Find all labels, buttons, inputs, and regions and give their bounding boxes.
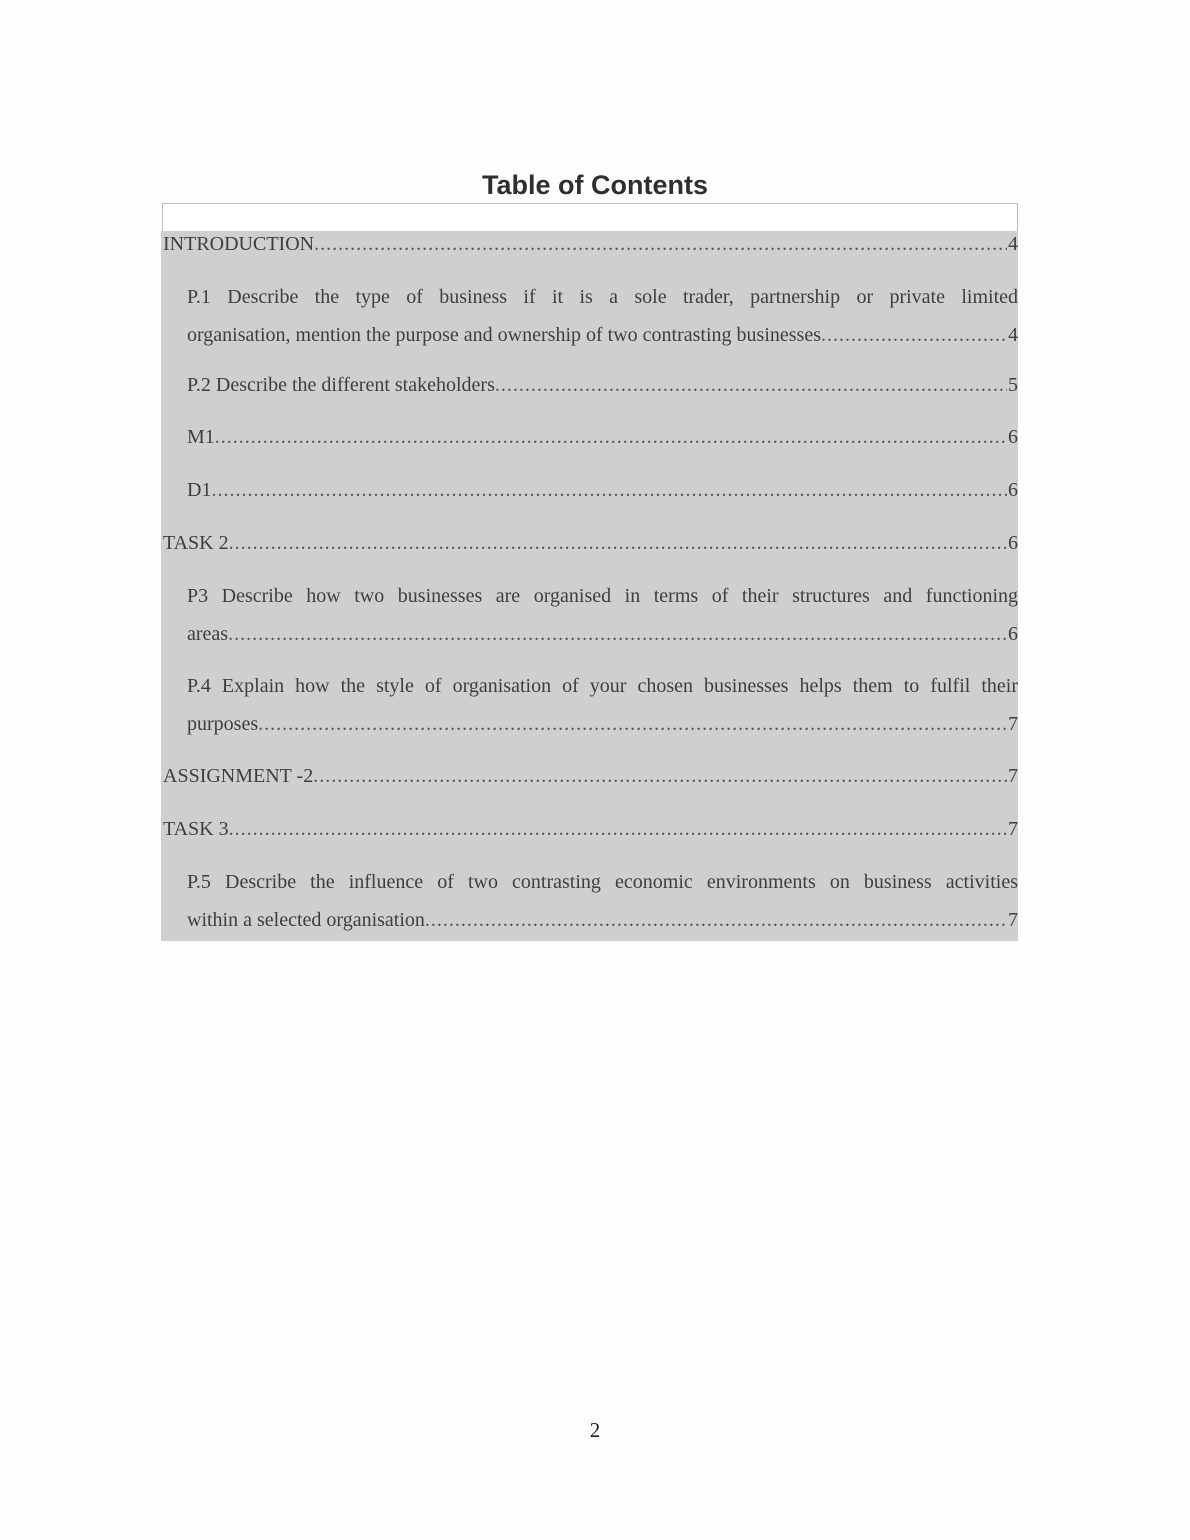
toc-entry-text: INTRODUCTION bbox=[163, 233, 315, 255]
dot-leader bbox=[313, 757, 1007, 795]
page-number: 2 bbox=[589, 1418, 601, 1442]
toc-entry-text: ASSIGNMENT -2 bbox=[163, 765, 314, 787]
dot-leader bbox=[314, 225, 1007, 263]
toc-entry-d1[interactable] bbox=[187, 471, 1018, 509]
toc-entry-text: M1 bbox=[187, 426, 215, 448]
toc-entry-p5[interactable] bbox=[187, 863, 1018, 939]
toc-entry-text: purposes bbox=[187, 713, 259, 735]
toc-entry-m1[interactable] bbox=[187, 418, 1018, 456]
toc-entry-text: areas bbox=[187, 623, 229, 645]
toc-entry-text: TASK 3 bbox=[163, 818, 229, 840]
toc-entry-page: 6 bbox=[1008, 532, 1018, 554]
toc-entry-text: P.1 Describe the type of business if it is a sole trader, partnership or private limited bbox=[187, 286, 1018, 308]
dot-leader bbox=[821, 316, 1007, 354]
toc-entry-page: 6 bbox=[1008, 623, 1018, 645]
toc-entry-task-3[interactable] bbox=[163, 810, 1018, 848]
toc-entry-p3[interactable] bbox=[187, 577, 1018, 653]
toc-entry-p1[interactable] bbox=[187, 278, 1018, 354]
toc-entry-page: 7 bbox=[1008, 909, 1018, 931]
toc-entry-page: 4 bbox=[1008, 324, 1018, 346]
toc-entry-page: 5 bbox=[1008, 374, 1018, 396]
toc-entry-text: P.4 Explain how the style of organisation of your chosen businesses helps them to fulfil their bbox=[187, 675, 1018, 697]
toc-entry-page: 6 bbox=[1008, 479, 1018, 501]
dot-leader bbox=[258, 705, 1007, 743]
toc-entry-p2[interactable] bbox=[187, 366, 1018, 404]
toc-entry-text: TASK 2 bbox=[163, 532, 229, 554]
toc-entry-text: P3 Describe how two businesses are organised in terms of their structures and functioning bbox=[187, 585, 1018, 607]
toc-title: Table of Contents bbox=[482, 170, 708, 200]
toc-entry-page: 7 bbox=[1008, 818, 1018, 840]
dot-leader bbox=[229, 524, 1007, 562]
toc-entry-page: 7 bbox=[1008, 713, 1018, 735]
toc-entry-text: P.5 Describe the influence of two contrasting economic environments on business activities bbox=[187, 871, 1018, 893]
toc-body bbox=[161, 231, 1018, 941]
toc-entry-text: organisation, mention the purpose and ownership of two contrasting businesses bbox=[187, 324, 821, 346]
dot-leader bbox=[229, 810, 1007, 848]
dot-leader bbox=[495, 366, 1007, 404]
toc-entry-text: D1 bbox=[187, 479, 212, 501]
dot-leader bbox=[215, 418, 1007, 456]
toc-entry-task-2[interactable] bbox=[163, 524, 1018, 562]
toc-entry-page: 7 bbox=[1008, 765, 1018, 787]
toc-entry-page: 6 bbox=[1008, 426, 1018, 448]
toc-entry-page: 4 bbox=[1008, 233, 1018, 255]
toc-entry-introduction[interactable] bbox=[163, 225, 1018, 263]
toc-entry-text: within a selected organisation bbox=[187, 909, 425, 931]
dot-leader bbox=[211, 471, 1007, 509]
dot-leader bbox=[228, 615, 1007, 653]
dot-leader bbox=[425, 901, 1007, 939]
toc-entry-p4[interactable] bbox=[187, 667, 1018, 743]
toc-entry-text: P.2 Describe the different stakeholders bbox=[187, 374, 495, 396]
toc-entry-assignment-2[interactable] bbox=[163, 757, 1018, 795]
